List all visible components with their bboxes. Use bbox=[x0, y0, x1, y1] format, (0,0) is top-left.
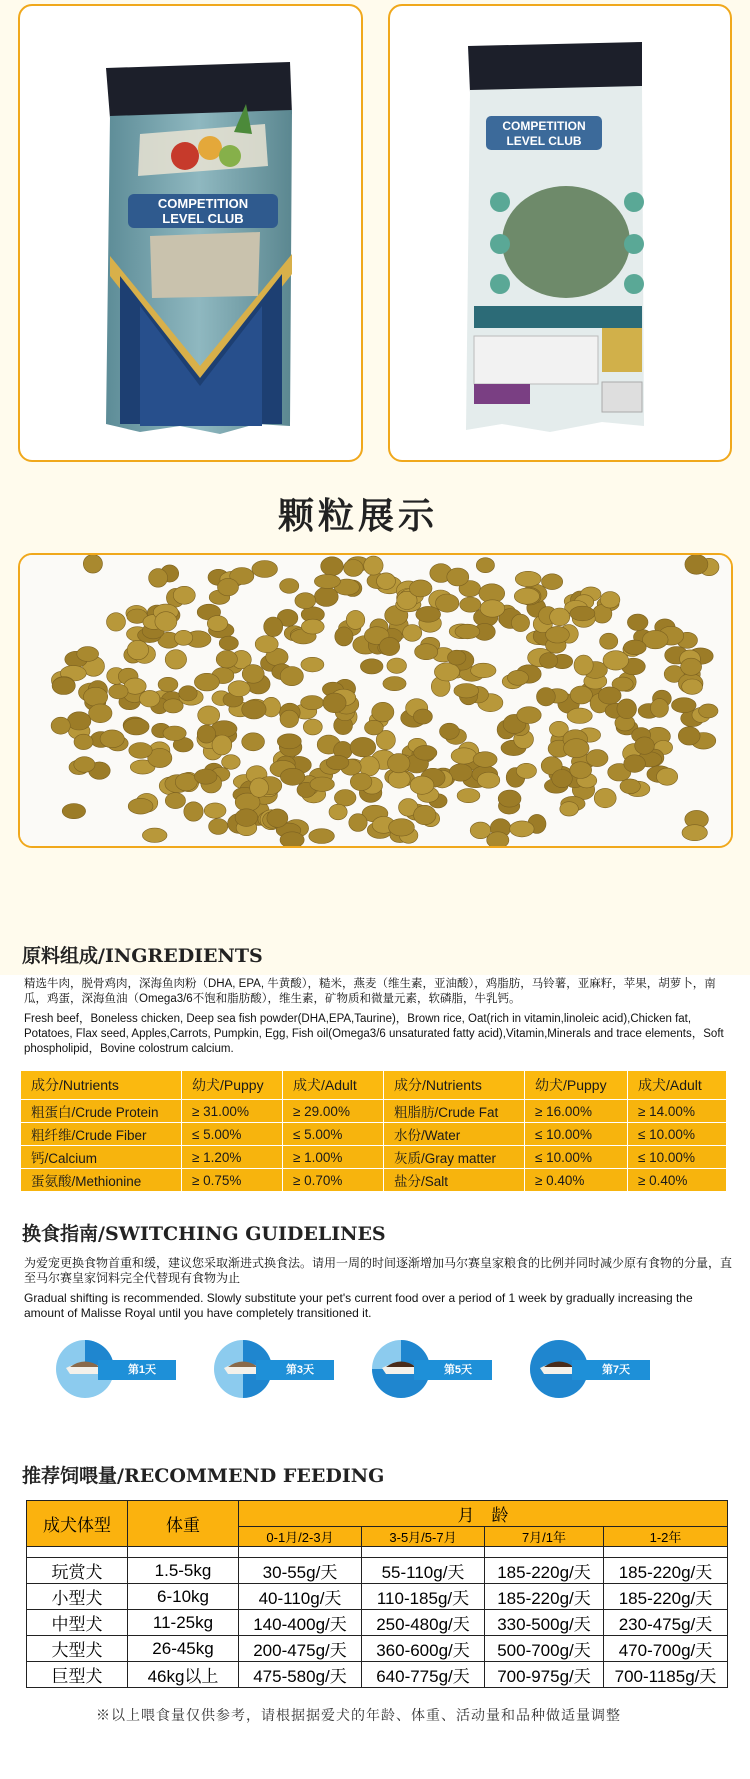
nutrients-row bbox=[21, 1169, 727, 1192]
kibble bbox=[124, 718, 150, 735]
kibble bbox=[165, 650, 186, 669]
kibble bbox=[173, 586, 195, 604]
kibble bbox=[457, 789, 480, 803]
kibble bbox=[242, 733, 265, 751]
kibble bbox=[546, 626, 570, 643]
kibble bbox=[477, 772, 499, 788]
kibble bbox=[207, 616, 227, 632]
nutrient-cell: ≥ 0.75% bbox=[182, 1169, 283, 1192]
kibble bbox=[100, 730, 124, 748]
kibble bbox=[303, 719, 322, 735]
kibble bbox=[682, 825, 707, 841]
nutrients-header-cell: 成分/Nutrients bbox=[21, 1071, 182, 1100]
kibble bbox=[335, 627, 353, 646]
feeding-cell: 巨型犬 bbox=[27, 1662, 128, 1688]
switching-en: Gradual shifting is recommended. Slowly substitute your pet's current food over a period of 1 week by gradually increasing the amount of Malisse Royal until you have completely transitioned it. bbox=[24, 1291, 693, 1320]
nutrient-cell: 钙/Calcium bbox=[21, 1146, 182, 1169]
ingredients-cn: 精选牛肉，脱骨鸡肉，深海鱼肉粉（DHA, EPA, 牛黄酸），糙米，燕麦（维生素，亚油酸），鸡脂肪，马铃薯，亚麻籽，苹果，胡萝卜，南瓜，鸡蛋，深海鱼油（Omega3/6不饱和脂肪酸），维生素，矿物质和微量元素，软磷脂，牛乳钙。 bbox=[24, 978, 716, 1005]
feeding-cell: 700-975g/天 bbox=[485, 1662, 604, 1688]
kibble bbox=[158, 677, 178, 691]
feeding-cell: 475-580g/天 bbox=[239, 1662, 362, 1688]
kibble bbox=[74, 734, 93, 749]
kibble bbox=[454, 684, 479, 698]
day-7-label: 第7天 bbox=[572, 1360, 650, 1380]
kibble bbox=[198, 706, 220, 725]
kibble bbox=[471, 663, 496, 678]
kibble bbox=[657, 768, 678, 785]
kibble bbox=[326, 755, 349, 769]
kibble bbox=[77, 647, 99, 662]
kibble bbox=[235, 809, 258, 827]
kibble bbox=[416, 606, 441, 622]
kibble bbox=[128, 798, 153, 814]
nutrients-header-cell: 幼犬/Puppy bbox=[182, 1071, 283, 1100]
day-3-indicator bbox=[212, 1338, 332, 1400]
nutrient-cell: 盐分/Salt bbox=[384, 1169, 525, 1192]
kibble bbox=[219, 636, 238, 650]
kibble bbox=[516, 763, 536, 778]
kibble bbox=[487, 832, 509, 846]
kibble bbox=[127, 640, 148, 659]
kibble bbox=[301, 696, 324, 710]
kibble bbox=[163, 699, 183, 713]
kibble bbox=[440, 723, 460, 739]
kibble bbox=[89, 704, 112, 723]
kibble bbox=[473, 752, 497, 768]
kibble bbox=[451, 748, 476, 764]
kibble bbox=[681, 658, 702, 675]
ingredients-heading: 原料组成/INGREDIENTS bbox=[22, 945, 263, 967]
ingredients-en: Fresh beef，Boneless chicken, Deep sea fish powder(DHA,EPA,Taurine)，Brown rice, Oat(rich in vitamin,linoleic acid),Chicken fat, Potatoes, Flax seed, Apples,Carrots, Pumpkin, Egg, Fish oil(Omega3/6 unsaturated fatty acid),Vitamin,Minerals and trace elements，Soft phospholipid，Bovine colostrum calcium. bbox=[24, 1013, 724, 1055]
feeding-row bbox=[27, 1558, 728, 1584]
kibble bbox=[301, 657, 324, 672]
kibble bbox=[517, 707, 541, 724]
nutrient-cell: ≤ 10.00% bbox=[525, 1146, 628, 1169]
kibble bbox=[280, 710, 299, 727]
feeding-row bbox=[27, 1636, 728, 1662]
nutrients-row bbox=[21, 1123, 727, 1146]
kibble bbox=[165, 793, 185, 809]
kibble bbox=[129, 743, 152, 759]
kibble bbox=[84, 687, 108, 706]
kibble bbox=[537, 688, 556, 706]
nutrient-cell: ≤ 10.00% bbox=[628, 1123, 727, 1146]
kibble bbox=[651, 699, 669, 718]
kibble bbox=[51, 717, 70, 734]
kibble bbox=[216, 651, 237, 668]
kibble bbox=[643, 630, 669, 648]
feeding-heading: 推荐饲喂量/RECOMMEND FEEDING bbox=[22, 1465, 385, 1487]
nutrient-cell: ≥ 1.00% bbox=[283, 1146, 384, 1169]
feeding-cell: 110-185g/天 bbox=[362, 1584, 485, 1610]
feeding-cell: 26-45kg bbox=[128, 1636, 239, 1662]
kibble bbox=[570, 686, 592, 704]
day-5-label: 第5天 bbox=[414, 1360, 492, 1380]
kibble bbox=[570, 762, 592, 779]
kibble bbox=[140, 690, 160, 707]
nutrient-cell: ≤ 10.00% bbox=[525, 1123, 628, 1146]
feeding-cell: 230-475g/天 bbox=[604, 1610, 728, 1636]
kibble bbox=[175, 630, 193, 645]
back-bag-brand-line1: COMPETITION bbox=[502, 119, 586, 133]
kibble bbox=[380, 637, 400, 655]
feeding-spacer-row bbox=[27, 1547, 728, 1558]
kibble bbox=[255, 636, 278, 653]
product-front-photo bbox=[18, 4, 363, 462]
kibble bbox=[678, 727, 700, 745]
feeding-row bbox=[27, 1584, 728, 1610]
kibble bbox=[511, 614, 529, 631]
kibble bbox=[344, 560, 364, 577]
kibble bbox=[414, 805, 436, 824]
nutrient-cell: ≤ 10.00% bbox=[628, 1146, 727, 1169]
kibble bbox=[222, 755, 241, 770]
feeding-cell: 250-480g/天 bbox=[362, 1610, 485, 1636]
kibble bbox=[62, 804, 85, 819]
kibble bbox=[67, 712, 91, 730]
kibble bbox=[349, 814, 367, 832]
kibble bbox=[310, 777, 334, 791]
kibble bbox=[314, 574, 340, 588]
nutrient-cell: 粗蛋白/Crude Protein bbox=[21, 1100, 182, 1123]
kibble bbox=[476, 558, 494, 573]
front-bag-illustration bbox=[20, 6, 361, 460]
feeding-cell: 185-220g/天 bbox=[604, 1584, 728, 1610]
feeding-cell: 200-475g/天 bbox=[239, 1636, 362, 1662]
nutrient-cell: ≥ 16.00% bbox=[525, 1100, 628, 1123]
kibble-title: 颗粒展示 bbox=[278, 495, 439, 537]
kibble bbox=[377, 573, 396, 590]
kibble bbox=[309, 829, 335, 844]
kibble bbox=[334, 790, 356, 807]
feeding-note: ※以上喂食量仅供参考，请根据据爱犬的年龄、体重、活动量和品种做适量调整 bbox=[96, 1708, 621, 1724]
day-1-indicator bbox=[54, 1338, 174, 1400]
kibble bbox=[52, 677, 75, 694]
back-bag-illustration bbox=[390, 6, 730, 460]
kibble bbox=[455, 624, 480, 639]
nutrients-row bbox=[21, 1100, 727, 1123]
kibble bbox=[560, 802, 579, 816]
day-7-indicator bbox=[528, 1338, 648, 1400]
kibble bbox=[295, 593, 316, 609]
kibble bbox=[403, 625, 422, 642]
kibble bbox=[264, 617, 283, 637]
nutrient-cell: ≤ 5.00% bbox=[182, 1123, 283, 1146]
switching-heading: 换食指南/SWITCHING GUIDELINES bbox=[22, 1223, 386, 1245]
nutrient-cell: ≥ 1.20% bbox=[182, 1146, 283, 1169]
kibble bbox=[301, 619, 324, 634]
nutrient-cell: 粗脂肪/Crude Fat bbox=[384, 1100, 525, 1123]
feeding-cell: 小型犬 bbox=[27, 1584, 128, 1610]
nutrient-cell: 水份/Water bbox=[384, 1123, 525, 1146]
kibble bbox=[410, 776, 434, 794]
day-1-label: 第1天 bbox=[98, 1360, 176, 1380]
kibble bbox=[542, 574, 563, 590]
kibble bbox=[383, 677, 406, 691]
kibble bbox=[510, 821, 534, 837]
feeding-cell: 640-775g/天 bbox=[362, 1662, 485, 1688]
feeding-cell: 46kg以上 bbox=[128, 1662, 239, 1688]
feeding-row bbox=[27, 1610, 728, 1636]
kibble bbox=[514, 588, 539, 604]
kibble bbox=[179, 686, 197, 701]
kibble bbox=[515, 571, 541, 586]
feeding-col-weight: 体重 bbox=[128, 1501, 239, 1547]
day-5-indicator bbox=[370, 1338, 490, 1400]
nutrient-cell: ≤ 5.00% bbox=[283, 1123, 384, 1146]
kibble bbox=[617, 699, 637, 719]
feeding-cell: 140-400g/天 bbox=[239, 1610, 362, 1636]
kibble-photo bbox=[18, 553, 733, 848]
front-bag-brand-line1: COMPETITION bbox=[157, 196, 249, 211]
kibble bbox=[267, 809, 288, 827]
kibble bbox=[415, 644, 438, 660]
kibble bbox=[204, 803, 226, 818]
kibble bbox=[314, 587, 338, 606]
kibble bbox=[413, 709, 432, 724]
nutrient-cell: 蛋氨酸/Methionine bbox=[21, 1169, 182, 1192]
nutrients-header-cell: 成犬/Adult bbox=[628, 1071, 727, 1100]
kibble bbox=[387, 658, 407, 673]
kibble bbox=[109, 684, 128, 699]
feeding-cell: 360-600g/天 bbox=[362, 1636, 485, 1662]
kibble bbox=[360, 659, 383, 674]
feeding-cell: 500-700g/天 bbox=[485, 1636, 604, 1662]
kibble bbox=[372, 702, 394, 722]
feeding-row bbox=[27, 1662, 728, 1688]
nutrient-cell: ≥ 31.00% bbox=[182, 1100, 283, 1123]
kibble bbox=[460, 597, 481, 612]
feeding-cell: 40-110g/天 bbox=[239, 1584, 362, 1610]
kibble bbox=[242, 665, 264, 684]
age-group-cell: 0-1月/2-3月 bbox=[239, 1527, 362, 1547]
nutrients-header-cell: 成分/Nutrients bbox=[384, 1071, 525, 1100]
kibble bbox=[682, 679, 703, 694]
nutrients-header-row bbox=[21, 1071, 727, 1100]
kibble bbox=[685, 555, 708, 574]
kibble bbox=[508, 670, 529, 685]
kibble bbox=[365, 720, 384, 735]
feeding-cell: 185-220g/天 bbox=[604, 1558, 728, 1584]
age-group-cell: 3-5月/5-7月 bbox=[362, 1527, 485, 1547]
kibble bbox=[600, 592, 620, 608]
kibble bbox=[434, 663, 459, 681]
kibble bbox=[600, 633, 618, 649]
kibble bbox=[540, 653, 558, 669]
nutrients-table bbox=[20, 1070, 727, 1192]
kibble bbox=[74, 757, 95, 773]
kibble bbox=[627, 614, 648, 630]
kibble bbox=[624, 640, 647, 655]
kibble bbox=[194, 769, 217, 784]
kibble bbox=[321, 557, 344, 576]
kibble bbox=[280, 768, 304, 785]
feeding-cell: 中型犬 bbox=[27, 1610, 128, 1636]
feeding-header-row bbox=[27, 1501, 728, 1527]
kibble bbox=[603, 651, 629, 670]
feeding-cell: 玩赏犬 bbox=[27, 1558, 128, 1584]
kibble bbox=[107, 613, 126, 631]
nutrient-cell: ≥ 14.00% bbox=[628, 1100, 727, 1123]
kibble bbox=[574, 655, 593, 675]
feeding-cell: 55-110g/天 bbox=[362, 1558, 485, 1584]
kibble bbox=[277, 734, 301, 749]
nutrient-cell: ≥ 0.70% bbox=[283, 1169, 384, 1192]
nutrients-header-cell: 成犬/Adult bbox=[283, 1071, 384, 1100]
age-group-cell: 1-2年 bbox=[604, 1527, 728, 1547]
feeding-cell: 700-1185g/天 bbox=[604, 1662, 728, 1688]
kibble bbox=[550, 608, 570, 626]
kibble bbox=[598, 687, 621, 704]
feeding-cell: 185-220g/天 bbox=[485, 1558, 604, 1584]
kibble bbox=[594, 788, 616, 807]
kibble bbox=[567, 708, 592, 723]
kibble bbox=[163, 726, 186, 741]
kibble bbox=[699, 704, 718, 718]
feeding-cell: 6-10kg bbox=[128, 1584, 239, 1610]
back-bag-brand-line2: LEVEL CLUB bbox=[506, 134, 582, 148]
kibble bbox=[480, 600, 505, 617]
kibble bbox=[149, 569, 168, 588]
feeding-col-type: 成犬体型 bbox=[27, 1501, 128, 1547]
feeding-cell: 185-220g/天 bbox=[485, 1584, 604, 1610]
feeding-cell: 470-700g/天 bbox=[604, 1636, 728, 1662]
kibble bbox=[218, 578, 239, 595]
day-3-label: 第3天 bbox=[256, 1360, 334, 1380]
kibble bbox=[175, 773, 197, 791]
nutrient-cell: 灰质/Gray matter bbox=[384, 1146, 525, 1169]
kibble bbox=[389, 819, 415, 836]
kibble bbox=[388, 754, 410, 773]
kibble bbox=[252, 561, 278, 578]
nutrient-cell: ≥ 29.00% bbox=[283, 1100, 384, 1123]
kibble bbox=[250, 778, 269, 797]
kibble bbox=[498, 790, 521, 807]
kibble bbox=[329, 804, 347, 820]
feeding-cell: 330-500g/天 bbox=[485, 1610, 604, 1636]
kibble bbox=[350, 773, 372, 791]
kibble bbox=[194, 673, 219, 691]
kibble bbox=[280, 579, 299, 594]
kibble bbox=[83, 555, 102, 573]
feeding-col-month: 月 龄 bbox=[239, 1501, 728, 1527]
nutrient-cell: ≥ 0.40% bbox=[628, 1169, 727, 1192]
kibble bbox=[228, 681, 250, 697]
kibble bbox=[323, 693, 346, 713]
kibble bbox=[350, 737, 376, 756]
nutrients-row bbox=[21, 1146, 727, 1169]
kibble bbox=[414, 745, 437, 760]
kibble-illustration bbox=[20, 555, 731, 846]
kibble bbox=[620, 779, 640, 794]
feeding-table bbox=[26, 1500, 728, 1688]
nutrient-cell: 粗纤维/Crude Fiber bbox=[21, 1123, 182, 1146]
kibble bbox=[242, 700, 266, 719]
kibble bbox=[155, 612, 177, 632]
feeding-cell: 30-55g/天 bbox=[239, 1558, 362, 1584]
kibble bbox=[197, 725, 215, 743]
kibble bbox=[209, 819, 228, 835]
age-group-cell: 7月/1年 bbox=[485, 1527, 604, 1547]
kibble bbox=[552, 770, 573, 788]
kibble bbox=[672, 698, 697, 713]
kibble bbox=[624, 755, 646, 773]
front-bag-brand-line2: LEVEL CLUB bbox=[162, 211, 244, 226]
kibble bbox=[280, 832, 304, 846]
kibble bbox=[635, 737, 655, 754]
kibble bbox=[448, 650, 466, 665]
kibble bbox=[346, 610, 365, 629]
kibble bbox=[184, 802, 203, 821]
kibble bbox=[586, 750, 608, 767]
kibble bbox=[280, 667, 303, 686]
feeding-cell: 1.5-5kg bbox=[128, 1558, 239, 1584]
kibble bbox=[436, 594, 459, 612]
kibble bbox=[447, 568, 469, 586]
kibble bbox=[409, 580, 432, 597]
kibble bbox=[570, 606, 595, 621]
nutrient-cell: ≥ 0.40% bbox=[525, 1169, 628, 1192]
nutrients-header-cell: 幼犬/Puppy bbox=[525, 1071, 628, 1100]
kibble bbox=[564, 739, 590, 758]
kibble bbox=[142, 828, 167, 842]
switching-cn: 为爱宠更换食物首重和缓，建议您采取渐进式换食法。请用一周的时间逐渐增加马尔赛皇家粮食的比例并同时减少原有食物的分量，直至马尔赛皇家饲料完全代替现有食物为止 bbox=[24, 1256, 733, 1285]
feeding-cell: 大型犬 bbox=[27, 1636, 128, 1662]
feeding-cell: 11-25kg bbox=[128, 1610, 239, 1636]
kibble bbox=[364, 556, 383, 575]
product-back-photo bbox=[388, 4, 732, 462]
